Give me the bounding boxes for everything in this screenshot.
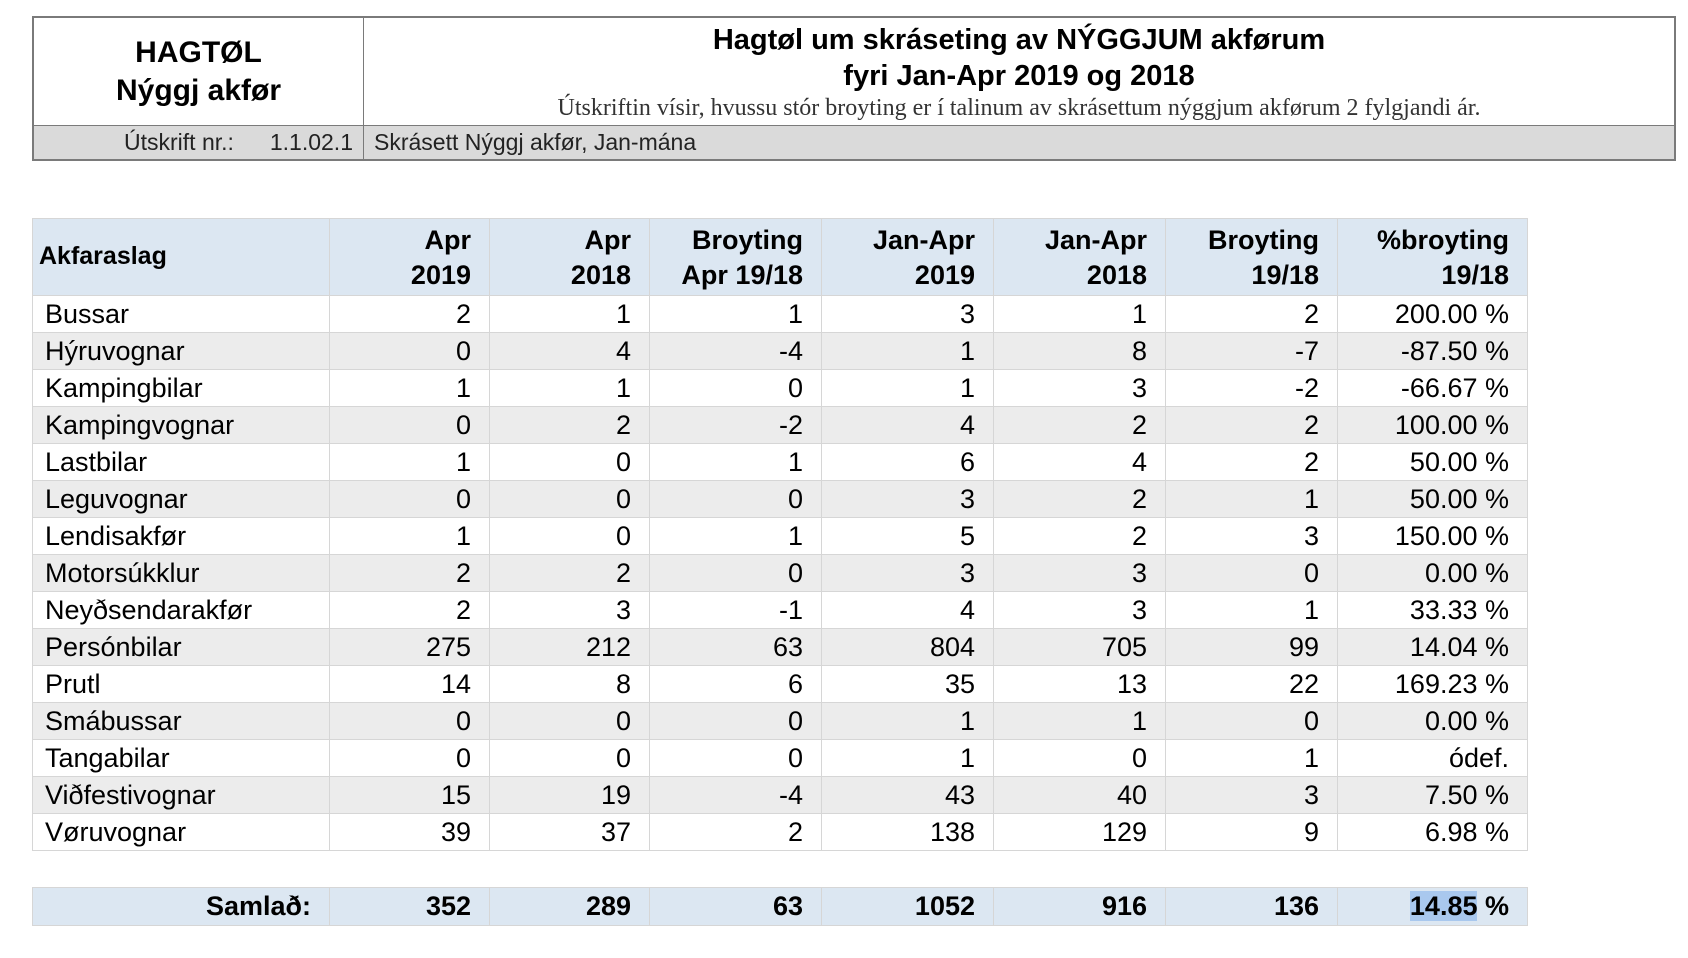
value-cell: 50.00 % xyxy=(1338,481,1528,518)
value-cell: 212 xyxy=(490,629,650,666)
table-row xyxy=(33,333,1528,370)
table-header-row xyxy=(33,219,1528,296)
report-description: Skrásett Nýggj akfør, Jan-mána xyxy=(374,129,697,155)
value-cell: 3 xyxy=(1166,518,1338,555)
vehicle-type-cell: Bussar xyxy=(33,296,330,333)
value-cell: 50.00 % xyxy=(1338,444,1528,481)
value-cell: 3 xyxy=(994,370,1166,407)
vehicle-type-cell: Viðfestivognar xyxy=(33,777,330,814)
value-cell: 129 xyxy=(994,814,1166,851)
value-cell: ódef. xyxy=(1338,740,1528,777)
value-cell: -2 xyxy=(1166,370,1338,407)
total-cell: 352 xyxy=(330,888,490,926)
total-cell: 136 xyxy=(1166,888,1338,926)
value-cell: 1 xyxy=(650,444,822,481)
table-row xyxy=(33,740,1528,777)
value-cell: 1 xyxy=(822,703,994,740)
value-cell: 2 xyxy=(330,555,490,592)
value-cell: 15 xyxy=(330,777,490,814)
value-cell: 0 xyxy=(330,703,490,740)
table-row xyxy=(33,370,1528,407)
table-row xyxy=(33,666,1528,703)
column-header-change-ytd: Broyting 19/18 xyxy=(1166,219,1338,296)
value-cell: 3 xyxy=(490,592,650,629)
value-cell: 1 xyxy=(330,518,490,555)
table-row xyxy=(33,407,1528,444)
column-header-apr-2019: Apr 2019 xyxy=(330,219,490,296)
value-cell: 1 xyxy=(330,370,490,407)
value-cell: 1 xyxy=(822,333,994,370)
value-cell: 100.00 % xyxy=(1338,407,1528,444)
vehicle-type-cell: Lendisakfør xyxy=(33,518,330,555)
value-cell: 1 xyxy=(490,296,650,333)
value-cell: 33.33 % xyxy=(1338,592,1528,629)
value-cell: 0 xyxy=(650,703,822,740)
table-row xyxy=(33,296,1528,333)
value-cell: 0 xyxy=(490,518,650,555)
value-cell: 0 xyxy=(650,740,822,777)
value-cell: 0 xyxy=(490,444,650,481)
value-cell: 6 xyxy=(650,666,822,703)
report-info-bar xyxy=(34,125,1674,159)
value-cell: 1 xyxy=(490,370,650,407)
value-cell: 0 xyxy=(650,481,822,518)
value-cell: 2 xyxy=(490,555,650,592)
printout-number: 1.1.02.1 xyxy=(269,129,353,155)
pct-suffix: % xyxy=(1477,891,1509,921)
vehicle-type-cell: Hýruvognar xyxy=(33,333,330,370)
value-cell: 0 xyxy=(1166,703,1338,740)
value-cell: 3 xyxy=(1166,777,1338,814)
value-cell: 43 xyxy=(822,777,994,814)
value-cell: 2 xyxy=(1166,407,1338,444)
value-cell: 63 xyxy=(650,629,822,666)
value-cell: 3 xyxy=(822,555,994,592)
value-cell: 1 xyxy=(822,370,994,407)
vehicle-type-cell: Persónbilar xyxy=(33,629,330,666)
value-cell: 0 xyxy=(650,555,822,592)
value-cell: 3 xyxy=(994,555,1166,592)
value-cell: 0 xyxy=(994,740,1166,777)
vehicle-type-cell: Leguvognar xyxy=(33,481,330,518)
report-header xyxy=(32,16,1676,161)
value-cell: 37 xyxy=(490,814,650,851)
value-cell: 200.00 % xyxy=(1338,296,1528,333)
report-title-block xyxy=(364,18,1674,125)
vehicle-type-cell: Neyðsendarakfør xyxy=(33,592,330,629)
value-cell: 150.00 % xyxy=(1338,518,1528,555)
value-cell: 1 xyxy=(1166,481,1338,518)
column-header-apr-2018: Apr 2018 xyxy=(490,219,650,296)
total-cell: 916 xyxy=(994,888,1166,926)
table-row xyxy=(33,444,1528,481)
vehicle-type-cell: Kampingbilar xyxy=(33,370,330,407)
total-label: Samlað: xyxy=(33,888,330,926)
value-cell: 99 xyxy=(1166,629,1338,666)
value-cell: 4 xyxy=(822,407,994,444)
value-cell: 1 xyxy=(650,518,822,555)
value-cell: -87.50 % xyxy=(1338,333,1528,370)
badge-line-2: Nýggj akfør xyxy=(115,73,282,107)
total-row xyxy=(33,888,1528,926)
selected-text[interactable]: 14.85 xyxy=(1409,891,1478,921)
value-cell: 7.50 % xyxy=(1338,777,1528,814)
vehicle-type-cell: Tangabilar xyxy=(33,740,330,777)
value-cell: 138 xyxy=(822,814,994,851)
value-cell: 5 xyxy=(822,518,994,555)
value-cell: 39 xyxy=(330,814,490,851)
value-cell: 2 xyxy=(994,518,1166,555)
vehicle-type-cell: Kampingvognar xyxy=(33,407,330,444)
value-cell: 1 xyxy=(822,740,994,777)
registration-table xyxy=(32,218,1528,851)
column-header-change-apr: Broyting Apr 19/18 xyxy=(650,219,822,296)
value-cell: 2 xyxy=(330,592,490,629)
value-cell: 0.00 % xyxy=(1338,555,1528,592)
vehicle-type-cell: Prutl xyxy=(33,666,330,703)
value-cell: 1 xyxy=(994,703,1166,740)
value-cell: 2 xyxy=(994,481,1166,518)
value-cell: 1 xyxy=(650,296,822,333)
value-cell: 3 xyxy=(994,592,1166,629)
column-header-vehicle-type: Akfaraslag xyxy=(33,219,330,296)
value-cell: 169.23 % xyxy=(1338,666,1528,703)
total-cell: 289 xyxy=(490,888,650,926)
value-cell: 804 xyxy=(822,629,994,666)
value-cell: -4 xyxy=(650,333,822,370)
value-cell: 2 xyxy=(490,407,650,444)
vehicle-type-cell: Lastbilar xyxy=(33,444,330,481)
value-cell: 2 xyxy=(650,814,822,851)
report-period: fyri Jan-Apr 2019 og 2018 xyxy=(843,60,1195,92)
report-title: Hagtøl um skráseting av NÝGGJUM akførum xyxy=(712,24,1326,56)
value-cell: 19 xyxy=(490,777,650,814)
value-cell: 0 xyxy=(650,370,822,407)
table-row xyxy=(33,592,1528,629)
value-cell: 4 xyxy=(490,333,650,370)
value-cell: 0 xyxy=(330,481,490,518)
value-cell: 8 xyxy=(994,333,1166,370)
value-cell: 3 xyxy=(822,481,994,518)
value-cell: 0 xyxy=(330,407,490,444)
value-cell: 14.04 % xyxy=(1338,629,1528,666)
value-cell: 2 xyxy=(1166,296,1338,333)
value-cell: 0 xyxy=(1166,555,1338,592)
value-cell: -1 xyxy=(650,592,822,629)
table-row xyxy=(33,703,1528,740)
value-cell: 0 xyxy=(490,703,650,740)
table-row xyxy=(33,777,1528,814)
value-cell: 6.98 % xyxy=(1338,814,1528,851)
total-cell: 63 xyxy=(650,888,822,926)
total-pct-cell[interactable] xyxy=(1338,888,1528,926)
value-cell: 2 xyxy=(330,296,490,333)
value-cell: 22 xyxy=(1166,666,1338,703)
value-cell: 1 xyxy=(994,296,1166,333)
value-cell: 9 xyxy=(1166,814,1338,851)
table-row xyxy=(33,629,1528,666)
vehicle-type-cell: Smábussar xyxy=(33,703,330,740)
value-cell: 8 xyxy=(490,666,650,703)
value-cell: 0 xyxy=(330,333,490,370)
value-cell: 0 xyxy=(490,481,650,518)
value-cell: -7 xyxy=(1166,333,1338,370)
value-cell: 3 xyxy=(822,296,994,333)
column-header-pct-change: %broyting 19/18 xyxy=(1338,219,1528,296)
printout-label: Útskrift nr.: xyxy=(124,129,234,155)
report-badge xyxy=(34,18,364,125)
vehicle-type-cell: Motorsúkklur xyxy=(33,555,330,592)
value-cell: 35 xyxy=(822,666,994,703)
value-cell: -4 xyxy=(650,777,822,814)
value-cell: 2 xyxy=(1166,444,1338,481)
value-cell: 4 xyxy=(994,444,1166,481)
table-row xyxy=(33,814,1528,851)
value-cell: 705 xyxy=(994,629,1166,666)
table-row xyxy=(33,481,1528,518)
total-cell: 1052 xyxy=(822,888,994,926)
value-cell: 13 xyxy=(994,666,1166,703)
value-cell: -66.67 % xyxy=(1338,370,1528,407)
value-cell: 0 xyxy=(490,740,650,777)
value-cell: 0.00 % xyxy=(1338,703,1528,740)
value-cell: 6 xyxy=(822,444,994,481)
value-cell: 2 xyxy=(994,407,1166,444)
value-cell: 4 xyxy=(822,592,994,629)
value-cell: 14 xyxy=(330,666,490,703)
value-cell: 0 xyxy=(330,740,490,777)
value-cell: -2 xyxy=(650,407,822,444)
column-header-janapr-2018: Jan-Apr 2018 xyxy=(994,219,1166,296)
value-cell: 1 xyxy=(1166,740,1338,777)
table-row xyxy=(33,518,1528,555)
badge-line-1: HAGTØL xyxy=(135,35,262,69)
report-subtitle: Útskriftin vísir, hvussu stór broyting er í talinum av skrásettum nýggjum akførum 2 fylgjandi ár. xyxy=(557,95,1481,121)
value-cell: 275 xyxy=(330,629,490,666)
value-cell: 1 xyxy=(1166,592,1338,629)
value-cell: 40 xyxy=(994,777,1166,814)
printout-cell xyxy=(34,126,364,159)
table-row xyxy=(33,555,1528,592)
total-table xyxy=(32,887,1528,926)
value-cell: 1 xyxy=(330,444,490,481)
vehicle-type-cell: Vøruvognar xyxy=(33,814,330,851)
column-header-janapr-2019: Jan-Apr 2019 xyxy=(822,219,994,296)
